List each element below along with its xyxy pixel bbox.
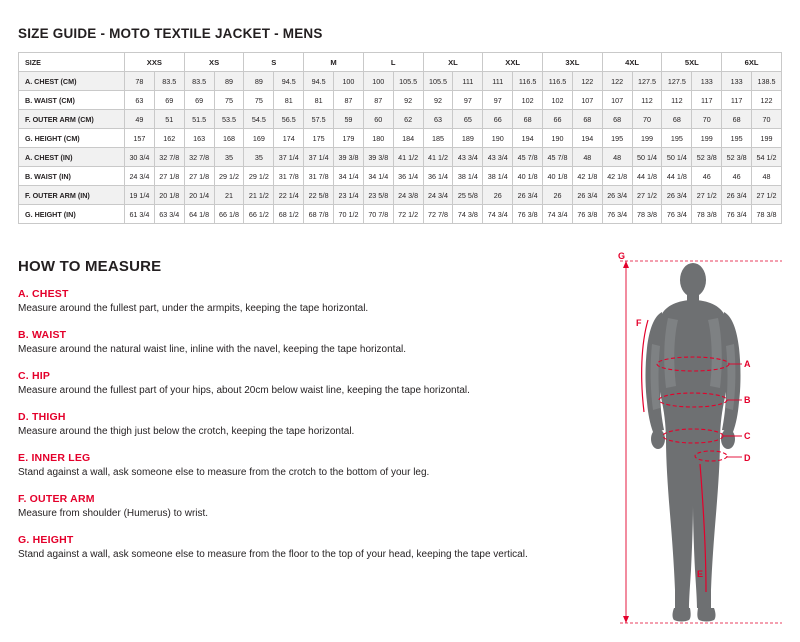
- cell: 27 1/2: [632, 186, 662, 205]
- cell: 63: [125, 91, 155, 110]
- cell: 41 1/2: [423, 148, 453, 167]
- cell: 97: [483, 91, 513, 110]
- cell: 36 1/4: [423, 167, 453, 186]
- cell: 29 1/2: [214, 167, 244, 186]
- cell: 184: [393, 129, 423, 148]
- cell: 41 1/2: [393, 148, 423, 167]
- cell: 100: [363, 72, 393, 91]
- cell: 78: [125, 72, 155, 91]
- row-label: G. HEIGHT (IN): [19, 205, 125, 224]
- cell: 75: [244, 91, 274, 110]
- cell: 122: [752, 91, 782, 110]
- cell: 102: [513, 91, 543, 110]
- cell: 92: [393, 91, 423, 110]
- measure-title: B. WAIST: [18, 329, 67, 341]
- cell: 26 3/4: [662, 186, 692, 205]
- measure-description: Measure around the natural waist line, inline with the navel, keeping the tape horizontal.: [18, 344, 407, 355]
- cell: 163: [184, 129, 214, 148]
- cell: 26 3/4: [602, 186, 632, 205]
- list-item: [18, 329, 593, 356]
- cell: 22 1/4: [274, 186, 304, 205]
- row-label: F. OUTER ARM (CM): [19, 110, 125, 129]
- table-row: [19, 91, 782, 110]
- cell: 64 1/8: [184, 205, 214, 224]
- row-label: G. HEIGHT (CM): [19, 129, 125, 148]
- cell: 27 1/2: [752, 186, 782, 205]
- cell: 34 1/4: [363, 167, 393, 186]
- column-header-l: L: [363, 53, 423, 72]
- column-header-xxs: XXS: [125, 53, 185, 72]
- cell: 22 5/8: [304, 186, 334, 205]
- table-row: [19, 129, 782, 148]
- cell: 70 1/2: [334, 205, 364, 224]
- cell: 34 1/4: [334, 167, 364, 186]
- cell: 50 1/4: [662, 148, 692, 167]
- how-to-measure-list: [18, 288, 593, 575]
- cell: 174: [274, 129, 304, 148]
- cell: 69: [184, 91, 214, 110]
- cell: 157: [125, 129, 155, 148]
- cell: 105.5: [423, 72, 453, 91]
- cell: 87: [363, 91, 393, 110]
- cell: 102: [543, 91, 573, 110]
- cell: 133: [722, 72, 752, 91]
- measure-description: Stand against a wall, ask someone else to measure from the crotch to the bottom of your leg.: [18, 467, 430, 478]
- cell: 107: [602, 91, 632, 110]
- cell: 63: [423, 110, 453, 129]
- table-header-row: [19, 53, 782, 72]
- cell: 38 1/4: [483, 167, 513, 186]
- table-row: [19, 205, 782, 224]
- cell: 127.5: [632, 72, 662, 91]
- label-a: A: [744, 359, 751, 369]
- cell: 40 1/8: [543, 167, 573, 186]
- cell: 72 1/2: [393, 205, 423, 224]
- cell: 122: [602, 72, 632, 91]
- cell: 117: [722, 91, 752, 110]
- cell: 43 3/4: [483, 148, 513, 167]
- measure-title: E. INNER LEG: [18, 452, 91, 464]
- cell: 117: [692, 91, 722, 110]
- cell: 180: [363, 129, 393, 148]
- cell: 83.5: [184, 72, 214, 91]
- cell: 49: [125, 110, 155, 129]
- cell: 195: [722, 129, 752, 148]
- cell: 63 3/4: [154, 205, 184, 224]
- cell: 81: [274, 91, 304, 110]
- cell: 29 1/2: [244, 167, 274, 186]
- cell: 190: [543, 129, 573, 148]
- cell: 26 3/4: [722, 186, 752, 205]
- cell: 74 3/8: [453, 205, 483, 224]
- cell: 54 1/2: [752, 148, 782, 167]
- cell: 26 3/4: [513, 186, 543, 205]
- table-row: [19, 110, 782, 129]
- cell: 38 1/4: [453, 167, 483, 186]
- cell: 112: [632, 91, 662, 110]
- cell: 72 7/8: [423, 205, 453, 224]
- cell: 39 3/8: [334, 148, 364, 167]
- cell: 78 3/8: [632, 205, 662, 224]
- cell: 194: [572, 129, 602, 148]
- cell: 66 1/2: [244, 205, 274, 224]
- column-header-s: S: [244, 53, 304, 72]
- cell: 111: [483, 72, 513, 91]
- cell: 46: [722, 167, 752, 186]
- cell: 20 1/4: [184, 186, 214, 205]
- cell: 83.5: [154, 72, 184, 91]
- cell: 20 1/8: [154, 186, 184, 205]
- cell: 66: [483, 110, 513, 129]
- measure-title: C. HIP: [18, 370, 51, 382]
- cell: 76 3/4: [602, 205, 632, 224]
- page-title: SIZE GUIDE - MOTO TEXTILE JACKET - MENS: [18, 26, 323, 41]
- cell: 68: [722, 110, 752, 129]
- cell: 107: [572, 91, 602, 110]
- cell: 32 7/8: [154, 148, 184, 167]
- cell: 26: [483, 186, 513, 205]
- cell: 48: [752, 167, 782, 186]
- label-b: B: [744, 395, 751, 405]
- measure-title: A. CHEST: [18, 288, 69, 300]
- cell: 52 3/8: [692, 148, 722, 167]
- size-chart-table: [18, 52, 782, 224]
- cell: 89: [244, 72, 274, 91]
- cell: 25 5/8: [453, 186, 483, 205]
- cell: 199: [632, 129, 662, 148]
- cell: 105.5: [393, 72, 423, 91]
- cell: 68: [602, 110, 632, 129]
- cell: 27 1/8: [154, 167, 184, 186]
- cell: 175: [304, 129, 334, 148]
- cell: 37 1/4: [304, 148, 334, 167]
- size-chart-body: [19, 72, 782, 224]
- row-label: A. CHEST (CM): [19, 72, 125, 91]
- measure-description: Measure from shoulder (Humerus) to wrist.: [18, 508, 209, 519]
- column-header-6xl: 6XL: [722, 53, 782, 72]
- measure-description: Measure around the fullest part, under the armpits, keeping the tape horizontal.: [18, 303, 369, 314]
- cell: 70: [632, 110, 662, 129]
- cell: 169: [244, 129, 274, 148]
- cell: 199: [692, 129, 722, 148]
- row-label: A. CHEST (IN): [19, 148, 125, 167]
- cell: 76 3/8: [572, 205, 602, 224]
- cell: 68: [572, 110, 602, 129]
- cell: 100: [334, 72, 364, 91]
- row-label: B. WAIST (IN): [19, 167, 125, 186]
- cell: 195: [602, 129, 632, 148]
- cell: 87: [334, 91, 364, 110]
- cell: 46: [692, 167, 722, 186]
- cell: 78 3/8: [752, 205, 782, 224]
- measure-description: Stand against a wall, ask someone else to measure from the floor to the top of your head, keeping the tape vertical.: [18, 549, 528, 560]
- column-header-4xl: 4XL: [602, 53, 662, 72]
- row-label: B. WAIST (CM): [19, 91, 125, 110]
- cell: 59: [334, 110, 364, 129]
- cell: 122: [572, 72, 602, 91]
- cell: 26 3/4: [572, 186, 602, 205]
- cell: 42 1/8: [602, 167, 632, 186]
- cell: 68: [662, 110, 692, 129]
- cell: 70 7/8: [363, 205, 393, 224]
- cell: 89: [214, 72, 244, 91]
- cell: 78 3/8: [692, 205, 722, 224]
- cell: 133: [692, 72, 722, 91]
- measurement-figure: [596, 252, 792, 632]
- table-row: [19, 148, 782, 167]
- cell: 116.5: [543, 72, 573, 91]
- cell: 94.5: [274, 72, 304, 91]
- cell: 112: [662, 91, 692, 110]
- column-header-xs: XS: [184, 53, 244, 72]
- cell: 31 7/8: [304, 167, 334, 186]
- column-header-3xl: 3XL: [543, 53, 603, 72]
- list-item: [18, 493, 593, 520]
- cell: 24 3/8: [393, 186, 423, 205]
- cell: 195: [662, 129, 692, 148]
- cell: 56.5: [274, 110, 304, 129]
- cell: 138.5: [752, 72, 782, 91]
- list-item: [18, 411, 593, 438]
- cell: 51: [154, 110, 184, 129]
- cell: 66 1/8: [214, 205, 244, 224]
- cell: 69: [154, 91, 184, 110]
- label-d: D: [744, 453, 751, 463]
- cell: 194: [513, 129, 543, 148]
- column-header-xl: XL: [423, 53, 483, 72]
- cell: 21 1/2: [244, 186, 274, 205]
- label-c: C: [744, 431, 751, 441]
- cell: 62: [393, 110, 423, 129]
- cell: 26: [543, 186, 573, 205]
- cell: 48: [602, 148, 632, 167]
- cell: 189: [453, 129, 483, 148]
- cell: 127.5: [662, 72, 692, 91]
- cell: 199: [752, 129, 782, 148]
- cell: 162: [154, 129, 184, 148]
- cell: 57.5: [304, 110, 334, 129]
- cell: 68 1/2: [274, 205, 304, 224]
- measure-description: Measure around the fullest part of your hips, about 20cm below waist line, keeping the tape horizontal.: [18, 385, 470, 396]
- cell: 21: [214, 186, 244, 205]
- cell: 37 1/4: [274, 148, 304, 167]
- cell: 76 3/4: [722, 205, 752, 224]
- cell: 97: [453, 91, 483, 110]
- cell: 52 3/8: [722, 148, 752, 167]
- list-item: [18, 288, 593, 315]
- cell: 53.5: [214, 110, 244, 129]
- cell: 70: [752, 110, 782, 129]
- cell: 68 7/8: [304, 205, 334, 224]
- how-to-measure-heading: HOW TO MEASURE: [18, 258, 162, 275]
- table-row: [19, 186, 782, 205]
- cell: 24 3/4: [423, 186, 453, 205]
- cell: 70: [692, 110, 722, 129]
- cell: 45 7/8: [513, 148, 543, 167]
- column-header-5xl: 5XL: [662, 53, 722, 72]
- column-header-size: SIZE: [19, 53, 125, 72]
- label-e: E: [697, 569, 704, 579]
- cell: 74 3/4: [543, 205, 573, 224]
- cell: 60: [363, 110, 393, 129]
- list-item: [18, 452, 593, 479]
- cell: 23 5/8: [363, 186, 393, 205]
- cell: 94.5: [304, 72, 334, 91]
- measure-description: Measure around the thigh just below the crotch, keeping the tape horizontal.: [18, 426, 355, 437]
- cell: 40 1/8: [513, 167, 543, 186]
- label-g: G: [618, 252, 626, 261]
- size-chart-head: [19, 53, 782, 72]
- cell: 74 3/4: [483, 205, 513, 224]
- measure-title: D. THIGH: [18, 411, 66, 423]
- cell: 76 3/4: [662, 205, 692, 224]
- cell: 42 1/8: [572, 167, 602, 186]
- cell: 24 3/4: [125, 167, 155, 186]
- row-label: F. OUTER ARM (IN): [19, 186, 125, 205]
- cell: 48: [572, 148, 602, 167]
- cell: 185: [423, 129, 453, 148]
- list-item: [18, 534, 593, 561]
- cell: 19 1/4: [125, 186, 155, 205]
- cell: 65: [453, 110, 483, 129]
- cell: 66: [543, 110, 573, 129]
- cell: 39 3/8: [363, 148, 393, 167]
- cell: 36 1/4: [393, 167, 423, 186]
- cell: 111: [453, 72, 483, 91]
- cell: 27 1/2: [692, 186, 722, 205]
- cell: 23 1/4: [334, 186, 364, 205]
- cell: 92: [423, 91, 453, 110]
- cell: 35: [244, 148, 274, 167]
- cell: 76 3/8: [513, 205, 543, 224]
- cell: 81: [304, 91, 334, 110]
- table-row: [19, 72, 782, 91]
- cell: 116.5: [513, 72, 543, 91]
- cell: 61 3/4: [125, 205, 155, 224]
- table-row: [19, 167, 782, 186]
- list-item: [18, 370, 593, 397]
- cell: 190: [483, 129, 513, 148]
- cell: 30 3/4: [125, 148, 155, 167]
- cell: 35: [214, 148, 244, 167]
- cell: 51.5: [184, 110, 214, 129]
- cell: 44 1/8: [632, 167, 662, 186]
- cell: 54.5: [244, 110, 274, 129]
- measure-title: G. HEIGHT: [18, 534, 74, 546]
- column-header-xxl: XXL: [483, 53, 543, 72]
- label-f: F: [636, 318, 642, 328]
- cell: 45 7/8: [543, 148, 573, 167]
- cell: 27 1/8: [184, 167, 214, 186]
- cell: 50 1/4: [632, 148, 662, 167]
- cell: 44 1/8: [662, 167, 692, 186]
- column-header-m: M: [304, 53, 364, 72]
- cell: 43 3/4: [453, 148, 483, 167]
- measure-title: F. OUTER ARM: [18, 493, 95, 505]
- cell: 179: [334, 129, 364, 148]
- cell: 32 7/8: [184, 148, 214, 167]
- cell: 75: [214, 91, 244, 110]
- cell: 31 7/8: [274, 167, 304, 186]
- cell: 168: [214, 129, 244, 148]
- cell: 68: [513, 110, 543, 129]
